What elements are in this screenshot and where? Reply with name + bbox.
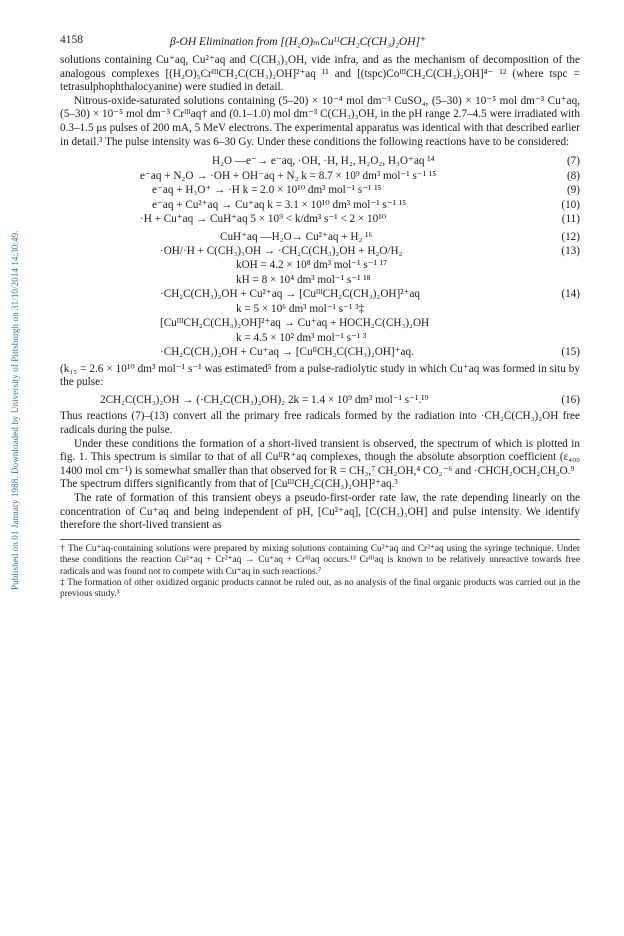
paragraph-experimental: Nitrous-oxide-saturated solutions containing (5–20) × 10⁻⁴ mol dm⁻³ CuSO₄, (5–30) × 10⁻⁵ mol dm⁻³ Cu⁺aq, (5–30) × 10⁻⁵ mol dm⁻³ Crᴵᴵᴵaq† and (0.1–1.0) mol dm⁻³ C(CH₃)₃OH, in the pH range 2.7–4.5 were irradiated with 0.3–1.5 μs pulses of 200 mA, 5 MeV electrons. The experimental apparatus was identical with that described earlier in detail.³ The pulse intensity was 6–30 Gy. Under these conditions the following reactions have to be considered: [60,94,580,148]
equation-11: ·H + Cu⁺aq → CuH⁺aq 5 × 10⁹ < k/dm³ s⁻¹ < 2 × 10¹⁰ (11) [140,213,580,226]
paragraph-conversion: Thus reactions (7)–(13) convert all the primary free radicals formed by the radiation into ·CH₂C(CH₃)₂OH free radicals during the pulse. [60,410,580,436]
equation-13: ·OH/·H + C(CH₃)₃OH → ·CH₂C(CH₃)₂OH + H₂O/H₂ (13) [160,244,580,257]
footnote-divider [60,539,580,540]
page-header [60,34,580,54]
page-number: 4158 [60,34,83,46]
footnote-dagger: † The Cu⁺aq-containing solutions were prepared by mixing solutions containing Cu²⁺aq and Cr²⁺aq using the syringe technique. Under these conditions the reaction Cu²⁺aq + Cr²⁺aq → Cu⁺aq + Crᴵᴵᴵaq occurs.¹³ Crᴵᴵᴵaq is known to be relatively unreactive towards free radicals and was found not to compete with Cu⁺aq in such reactions.⁷ [60,543,580,577]
equation-9: e⁻aq + H₃O⁺ → ·H k = 2.0 × 10¹⁰ dm³ mol⁻¹ s⁻¹ ¹⁵ (9) [152,184,580,197]
download-notice-text: Published on 01 January 1988. Downloaded by University of Pittsburgh on 31/10/2014 14:30:49. [10,230,20,590]
equation-16: 2CH₂C(CH₃)₂OH → (·CH₂C(CH₃)₂OH)₂ 2k = 1.4 × 10⁹ dm³ mol⁻¹ s⁻¹.¹⁹ (16) [100,393,580,406]
equation-15: ·CH₂C(CH₃)₂OH + Cu⁺aq → [CuᴵᴵCH₂C(CH₃)₂OH]⁺aq. (15) [160,346,580,359]
rate-constant-koh: kOH = 4.2 × 10⁸ dm³ mol⁻¹ s⁻¹ ¹⁷ [236,259,387,272]
paragraph-transient: Under these conditions the formation of a short-lived transient is observed, the spectrum of which is plotted in fig. 1. This spectrum is similar to that of all CuᴵᴵR⁺aq complexes, though the absolute absorption coefficient (ε₄₀₀ 1400 mol cm⁻¹) is somewhat smaller than that observed for R = CH₃,⁷ CH₂OH,⁴ CO₂⁻⁶ and ·CHCH₂OCH₂CH₂O.⁹ [60,437,580,477]
page-body [60,34,580,601]
download-notice [8,0,20,936]
paragraph-rate: The rate of formation of this transient obeys a pseudo-first-order rate law, the rate depending linearly on the concentration of Cu⁺aq and being independent of pH, [Cu²⁺aq], [C(CH₃)₃OH] and pulse intensity. We identify therefore the short-lived transient as [60,491,580,532]
rate-constant-kh: kH = 8 × 10⁴ dm³ mol⁻¹ s⁻¹ ¹⁸ [236,273,371,286]
footnote-double-dagger: ‡ The formation of other oxidized organic products cannot be ruled out, as no analysis of the final organic products was carried out in the previous study.³ [60,577,580,600]
equation-10: e⁻aq + Cu²⁺aq → Cu⁺aq k = 3.1 × 10¹⁰ dm³ mol⁻¹ s⁻¹ ¹⁵ (10) [152,198,580,211]
rate-constant-14: k = 5 × 10⁶ dm³ mol⁻¹ s⁻¹ ³‡ [236,302,365,315]
paragraph-intro: solutions containing Cu⁺aq, Cu²⁺aq and C(CH₃)₃OH, vide infra, and as the mechanism of decomposition of the analogous complexes [(H₂O)₅CrᴵᴵᴵCH₂C(CH₃)₂OH]²⁺aq ¹¹ and [(tspc)CoᴵᴵᴵCH₂C(CH₃)₂OH]⁴⁻ ¹² (where tspc = tetrasulphophthalocyanine) were studied in detail. [60,54,580,94]
equation-12: CuH⁺aq —H₂O→ Cu²⁺aq + H₂ ¹⁶ (12) [220,230,580,243]
rate-constant-14b: k = 4.5 × 10² dm³ mol⁻¹ s⁻¹ ³ [236,331,367,344]
equation-14: ·CH₂C(CH₃)₂OH + Cu²⁺aq → [CuᴵᴵᴵCH₂C(CH₃)₂OH]²⁺aq (14) [160,288,580,301]
paragraph-k15: (k₁₅ = 2.6 × 10¹⁰ dm³ mol⁻¹ s⁻¹ was estimated⁵ from a pulse-radiolytic study in which Cu⁺aq was formed in situ by the pulse: [60,362,580,389]
equation-14b: [CuᴵᴵᴵCH₂C(CH₃)₂OH]²⁺aq → Cu⁺aq + HOCH₂C(CH₃)₂OH [160,317,430,330]
running-title: β-OH Elimination from [(H₂O)ₘCuᴵᴵCH₂C(CH₃)₂OH]⁺ [170,36,427,48]
equation-8: e⁻aq + N₂O → ·OH + OH⁻aq + N₂ k = 8.7 × 10⁹ dm³ mol⁻¹ s⁻¹ ¹⁵ (8) [140,169,580,182]
paragraph-spectrum: The spectrum differs significantly from that of [CuᴵᴵᴵCH₂C(CH₃)₂OH]²⁺aq.³ [60,478,398,491]
equation-7: H₂O —e⁻→ e⁻aq, ·OH, ·H, H₂, H₂O₂, H₃O⁺aq ¹⁴ (7) [212,155,580,168]
